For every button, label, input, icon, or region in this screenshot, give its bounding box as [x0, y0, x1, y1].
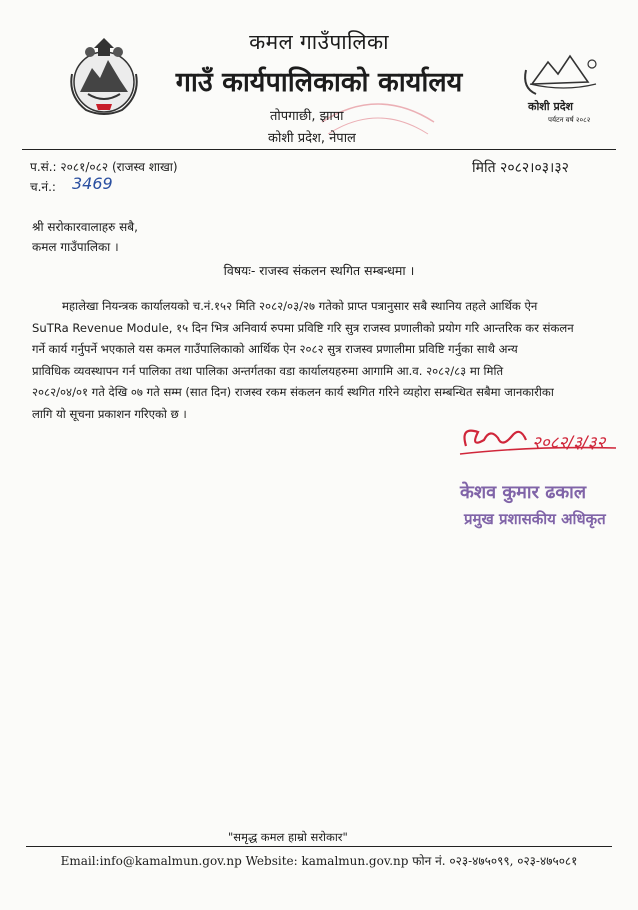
body-line: महालेखा नियन्त्रक कार्यालयको च.नं.१५२ मिति २०८२/०३/२७ गतेको प्राप्त पत्रानुसार सबै स्थानिय तहले आर्थिक ऐन [62, 299, 538, 313]
municipality-name: कमल गाउँपालिका [249, 30, 389, 54]
dispatch-number-handwritten: 3469 [72, 174, 113, 193]
stamp-officer-title: प्रमुख प्रशासकीय अधिकृत [464, 510, 606, 528]
koshi-province-logo-icon [518, 48, 610, 126]
office-name: गाउँ कार्यपालिकाको कार्यालय [175, 67, 463, 98]
body-line: प्राविधिक व्यवस्थापन गर्न पालिका तथा पालिका अन्तर्गतका वडा कार्यालयहरुमा आगामि आ.व. २०८२/८३ मा मिति [32, 363, 504, 378]
letter-date: मिति २०८२।०३।३२ [472, 160, 569, 176]
addressee-line-1: श्री सरोकारवालाहरु सबै, [32, 220, 138, 234]
signature-stamp [440, 418, 630, 538]
footer-contact: Email:info@kamalmun.gov.np Website: kamalmun.gov.np फोन नं. ०२३-४७५०९९, ०२३-४७५०८१ [60, 854, 578, 868]
footer-motto: "समृद्ध कमल हाम्रो सरोकार" [228, 830, 348, 844]
stamp-officer-name: केशव कुमार ढकाल [460, 482, 587, 503]
reference-number: प.सं.: २०८१/०८२ (राजस्व शाखा) [30, 160, 178, 174]
header-divider [22, 149, 616, 150]
body-line: गर्ने कार्य गर्नुपर्ने भएकाले यस कमल गाउँपालिकाको आर्थिक ऐन २०८२ सुत्र राजस्व प्रणालीमा प्रविष्टि गर्नुका साथै अन्य [32, 342, 518, 356]
right-logo-title: कोशी प्रदेश [528, 100, 574, 113]
right-logo-subtitle: पर्यटन वर्ष २०८२ [548, 116, 591, 124]
letter-body [32, 296, 608, 425]
body-line: २०८२/०४/०१ गते देखि ०७ गते सम्म (सात दिन) राजस्व रकम संकलन कार्य स्थगित गरिने व्यहोरा सम्बन्धित सबैमा जानकारीका [32, 385, 554, 399]
footer-divider [26, 846, 612, 847]
signature-handwritten-date: २०८२/३/३२ [532, 433, 606, 453]
subject-line: विषयः- राजस्व संकलन स्थगित सम्बन्धमा । [223, 263, 415, 278]
body-line: SuTRa Revenue Module, १५ दिन भित्र अनिवार्य रुपमा प्रविष्टि गरि सुत्र राजस्व प्रणालीको प्रयोग गरि आन्तरिक कर संकलन [32, 320, 574, 335]
province-line: कोशी प्रदेश, नेपाल [268, 131, 356, 146]
dispatch-label: च.नं.: [30, 180, 56, 194]
signature-scribble [465, 431, 527, 446]
body-line: लागि यो सूचना प्रकाशन गरिएको छ । [32, 406, 187, 421]
addressee-line-2: कमल गाउँपालिका । [32, 240, 119, 254]
address-line: तोपगाछी, झापा [270, 109, 344, 124]
